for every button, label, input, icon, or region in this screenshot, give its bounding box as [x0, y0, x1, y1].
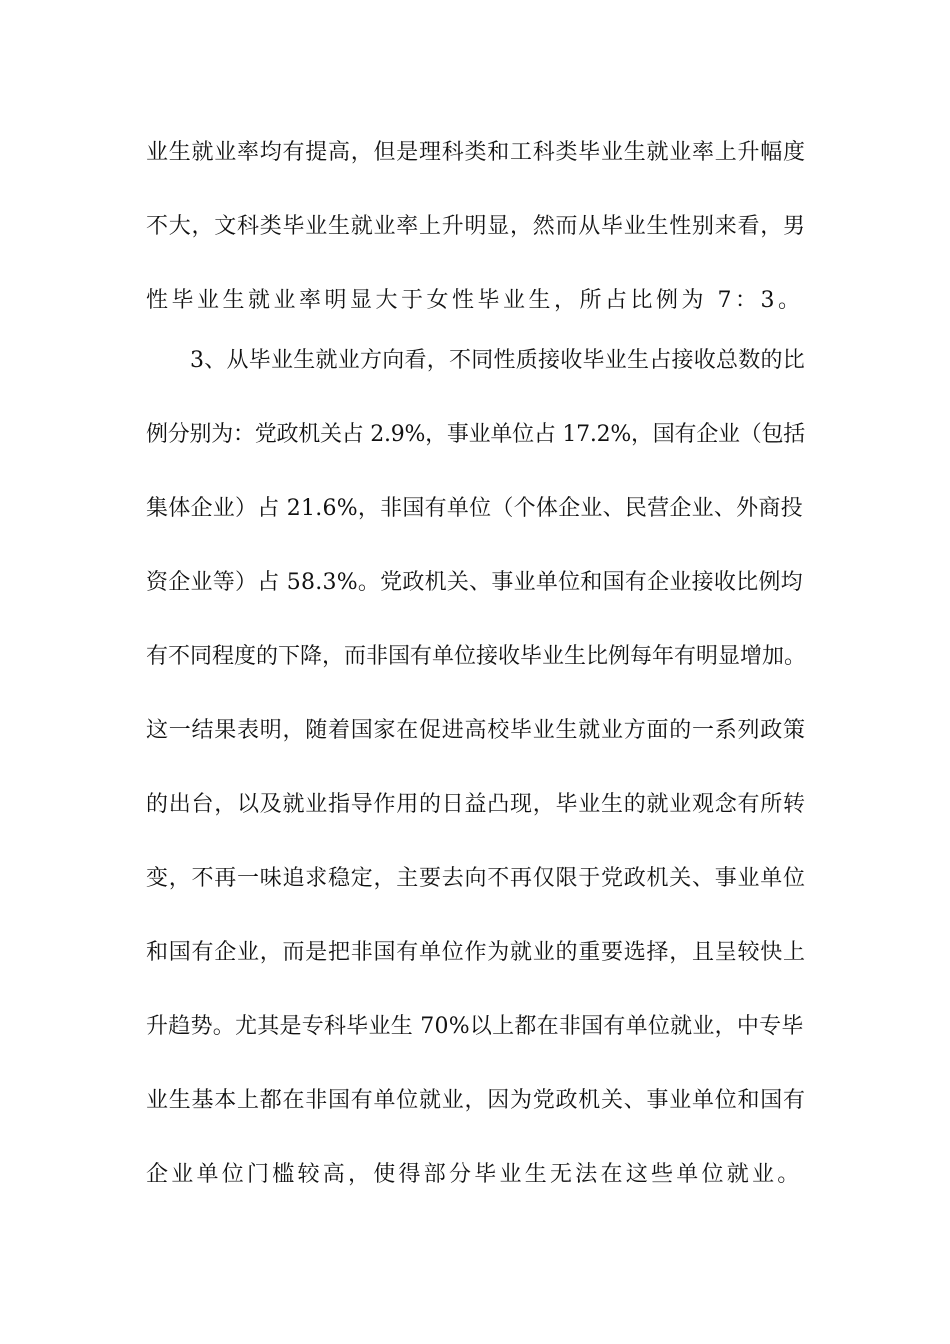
- text-line: 集体企业）占 21.6%，非国有单位（个体企业、民营企业、外商投: [146, 496, 803, 521]
- text-line: 升趋势。尤其是专科毕业生 70%以上都在非国有单位就业，中专毕: [146, 1014, 804, 1039]
- text-line: 和国有企业，而是把非国有单位作为就业的重要选择，且呈较快上: [146, 940, 806, 965]
- text-line: 3、从毕业生就业方向看，不同性质接收毕业生占接收总数的比: [190, 348, 805, 373]
- text-line: 例分别为：党政机关占 2.9%，事业单位占 17.2%，国有企业（包括: [146, 422, 806, 447]
- text-line: 有不同程度的下降，而非国有单位接收毕业生比例每年有明显增加。: [146, 644, 807, 669]
- text-line: 业生基本上都在非国有单位就业，因为党政机关、事业单位和国有: [146, 1088, 806, 1113]
- text-line: 资企业等）占 58.3%。党政机关、事业单位和国有企业接收比例均: [146, 570, 803, 595]
- text-line: 这一结果表明，随着国家在促进高校毕业生就业方面的一系列政策: [146, 718, 806, 743]
- text-line: 的出台，以及就业指导作用的日益凸现，毕业生的就业观念有所转: [146, 792, 806, 817]
- text-line: 变，不再一味追求稳定，主要去向不再仅限于党政机关、事业单位: [146, 866, 806, 891]
- text-line: 企业单位门槛较高，使得部分毕业生无法在这些单位就业。: [146, 1162, 803, 1187]
- text-line: 性毕业生就业率明显大于女性毕业生，所占比例为 7：3。: [146, 288, 804, 313]
- text-line: 不大，文科类毕业生就业率上升明显，然而从毕业生性别来看，男: [146, 214, 806, 239]
- text-line: 业生就业率均有提高，但是理科类和工科类毕业生就业率上升幅度: [146, 140, 806, 165]
